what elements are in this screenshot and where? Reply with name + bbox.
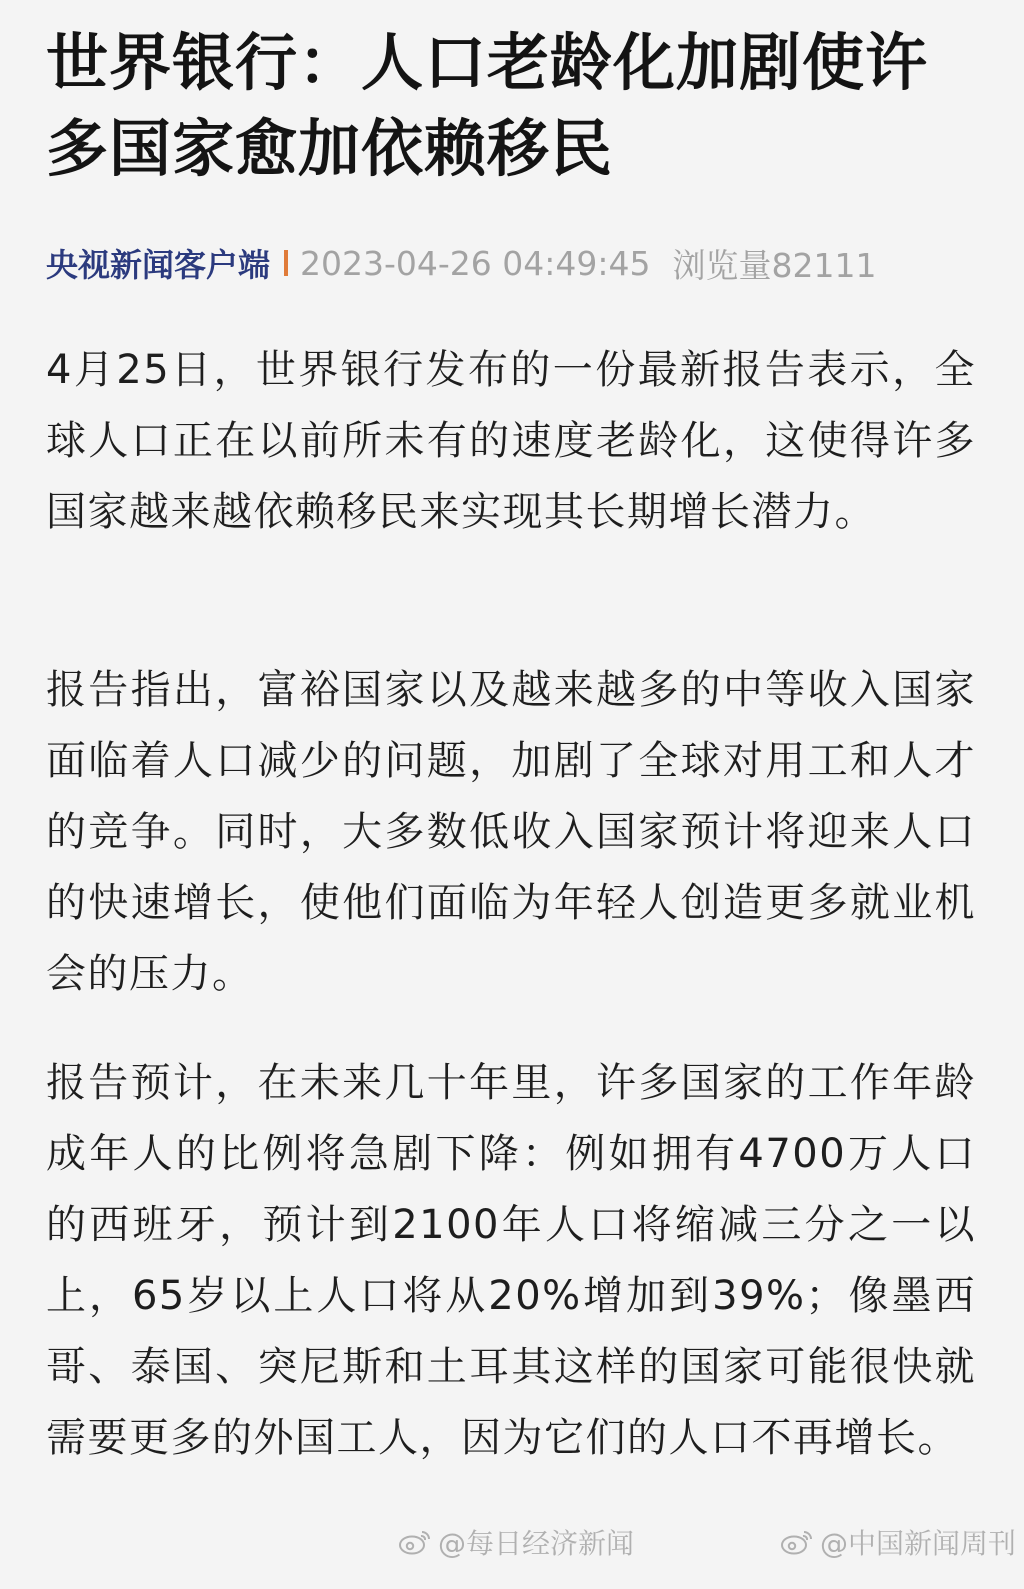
source-name[interactable]: 央视新闻客户端 bbox=[46, 246, 271, 284]
publish-datetime: 2023-04-26 04:49:45 bbox=[300, 243, 651, 283]
watermark-2 bbox=[780, 1522, 1016, 1562]
watermark-1 bbox=[398, 1522, 634, 1562]
article-title: 世界银行：人口老龄化加剧使许多国家愈加依赖移民 bbox=[46, 26, 929, 185]
article-paragraph-2: 报告指出，富裕国家以及越来越多的中等收入国家面临着人口减少的问题，加剧了全球对用工和人才的竞争。同时，大多数低收入国家预计将迎来人口的快速增长，使他们面临为年轻人创造更多就业机会的压力。 bbox=[46, 667, 976, 997]
weibo-icon bbox=[780, 1528, 814, 1556]
article-paragraph-1: 4月25日，世界银行发布的一份最新报告表示，全球人口正在以前所未有的速度老龄化，这使得许多国家越来越依赖移民来实现其长期增长潜力。 bbox=[46, 347, 976, 535]
watermark-text: @中国新闻周刊 bbox=[820, 1527, 1017, 1560]
meta-divider bbox=[284, 250, 288, 276]
view-count: 浏览量82111 bbox=[672, 245, 877, 285]
watermark-text: @每日经济新闻 bbox=[438, 1527, 635, 1560]
weibo-icon bbox=[398, 1528, 432, 1556]
article-meta bbox=[46, 238, 876, 288]
article-paragraph-3: 报告预计，在未来几十年里，许多国家的工作年龄成年人的比例将急剧下降：例如拥有4700万人口的西班牙，预计到2100年人口将缩减三分之一以上，65岁以上人口将从20%增加到39%；像墨西哥、泰国、突尼斯和土耳其这样的国家可能很快就需要更多的外国工人，因为它们的人口不再增长。 bbox=[46, 1060, 976, 1461]
